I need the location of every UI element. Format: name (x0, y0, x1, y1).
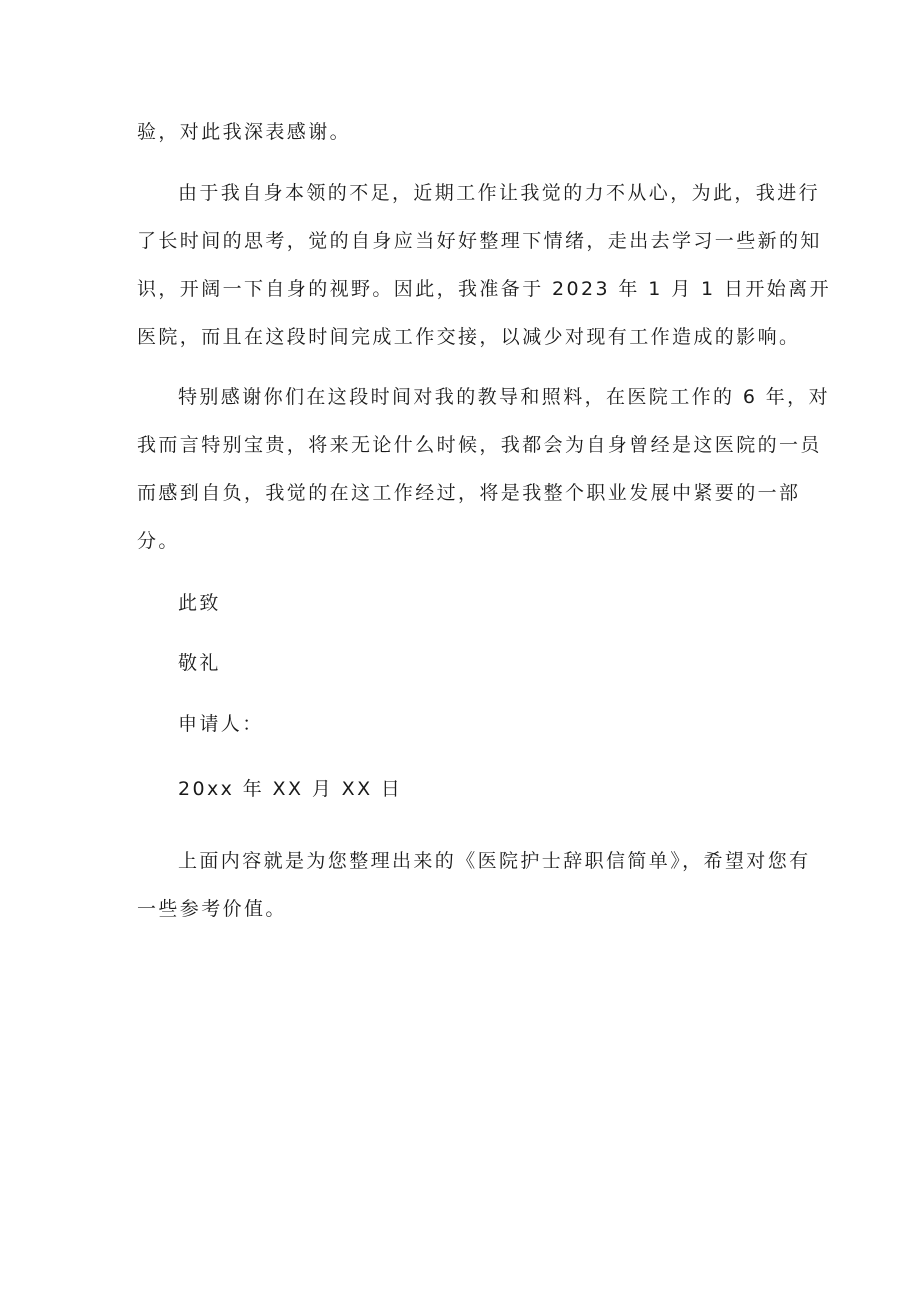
footer-note-line-1: 上面内容就是为您整理出来的《医院护士辞职信简单》，希望对您有 (178, 850, 811, 872)
paragraph-2-line-1: 由于我自身本领的不足，近期工作让我觉的力不从心，为此，我进行 (178, 182, 821, 204)
paragraph-2-line-3: 识，开阔一下自身的视野。因此，我准备于 2023 年 1 月 1 日开始离开 (137, 278, 831, 300)
salutation-1: 此致 (178, 592, 221, 614)
salutation-2: 敬礼 (178, 652, 221, 674)
applicant-label: 申请人： (178, 713, 264, 735)
paragraph-3-line-3: 而感到自负，我觉的在这工作经过，将是我整个职业发展中紧要的一部 (137, 482, 801, 504)
date-line: 20xx 年 XX 月 XX 日 (178, 778, 403, 800)
footer-note-line-2: 一些参考价值。 (137, 898, 287, 920)
paragraph-2-line-4: 医院，而且在这段时间完成工作交接，以减少对现有工作造成的影响。 (137, 326, 801, 348)
paragraph-2-line-2: 了长时间的思考，觉的自身应当好好整理下情绪，走出去学习一些新的知 (137, 230, 822, 252)
paragraph-1-line-1: 验，对此我深表感谢。 (137, 121, 352, 143)
paragraph-3-line-2: 我而言特别宝贵，将来无论什么时候，我都会为自身曾经是这医院的一员 (137, 434, 822, 456)
paragraph-3-line-4: 分。 (137, 530, 180, 552)
paragraph-3-line-1: 特别感谢你们在这段时间对我的教导和照料，在医院工作的 6 年，对 (178, 386, 830, 408)
